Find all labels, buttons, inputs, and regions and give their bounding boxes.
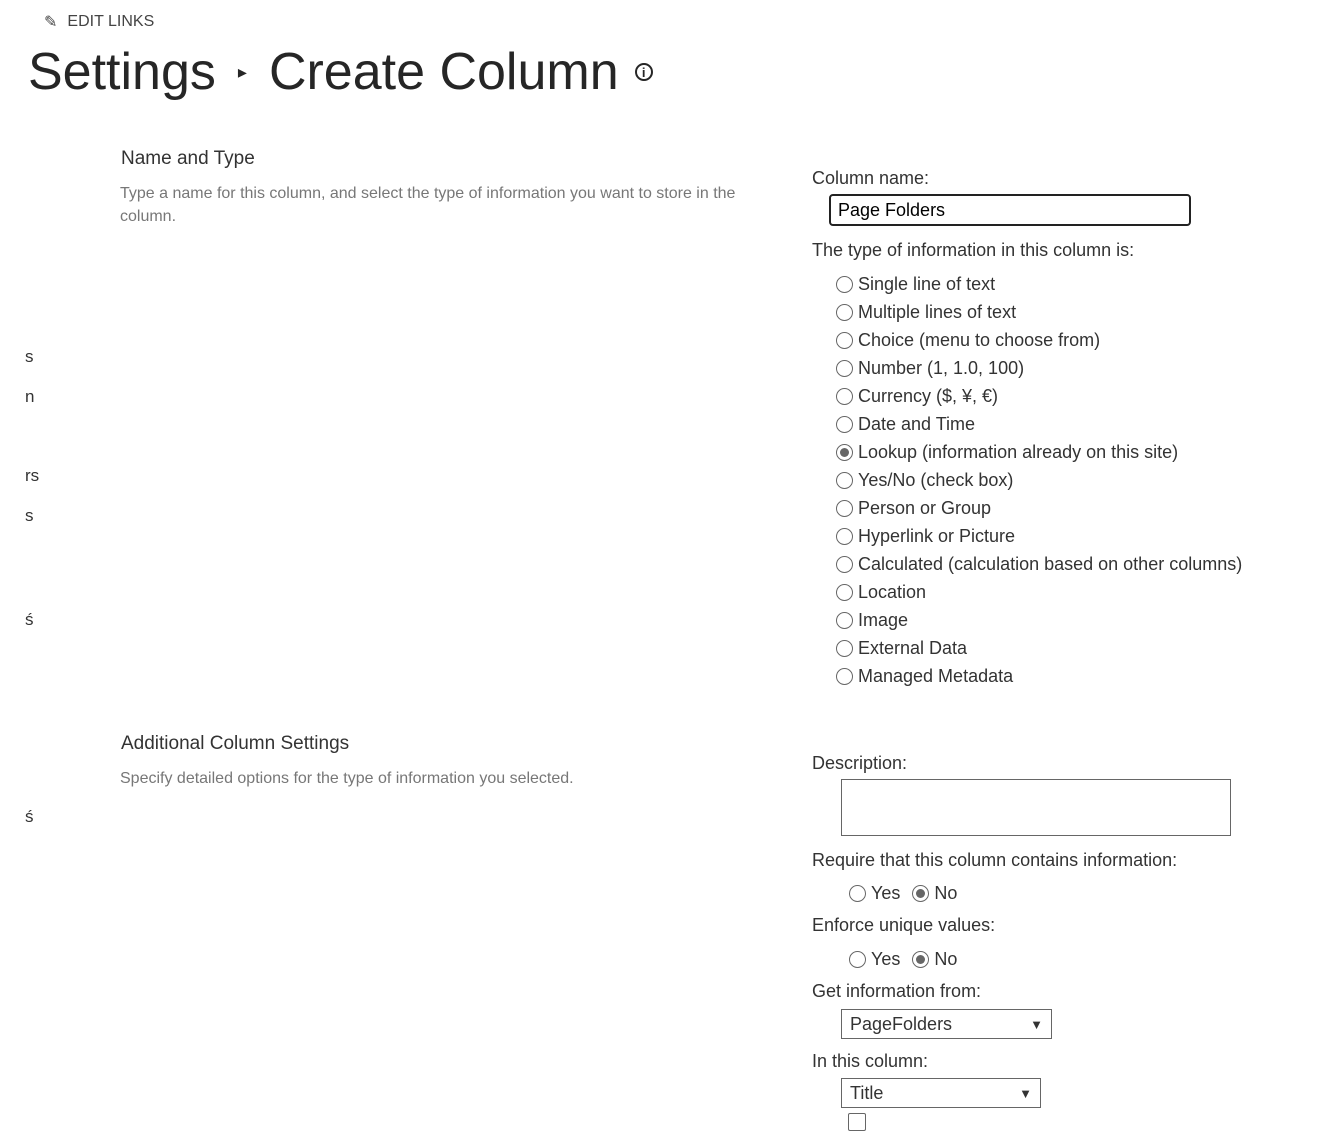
in-column-label: In this column: [812, 1051, 929, 1071]
radio-label: Hyperlink or Picture [858, 525, 1016, 546]
radio-label: Number (1, 1.0, 100) [858, 357, 1025, 378]
nav-item[interactable]: ś [25, 807, 34, 826]
column-type-radio[interactable] [836, 550, 1242, 578]
radio-button[interactable] [836, 276, 853, 293]
description-label: Description: [812, 753, 908, 773]
radio-label: Date and Time [858, 413, 976, 434]
description-textarea[interactable] [841, 779, 1231, 836]
radio-label: External Data [858, 637, 968, 658]
column-type-radio[interactable] [836, 522, 1242, 550]
type-label: The type of information in this column is: [812, 240, 1135, 260]
radio-label: Location [858, 581, 927, 602]
radio-button[interactable] [836, 472, 853, 489]
nav-item[interactable]: s [25, 347, 34, 366]
radio-label: Yes/No (check box) [858, 469, 1014, 490]
radio-button[interactable] [836, 388, 853, 405]
radio-label: Single line of text [858, 273, 996, 294]
column-type-radio[interactable] [836, 662, 1242, 690]
column-type-radio[interactable] [836, 438, 1242, 466]
radio-label: Person or Group [858, 497, 992, 518]
breadcrumb-arrow-icon: ▸ [237, 61, 247, 82]
radio-label: Lookup (information already on this site) [858, 441, 1179, 462]
nav-item[interactable]: s [25, 506, 34, 525]
radio-button[interactable] [836, 528, 853, 545]
unique-label: Enforce unique values: [812, 915, 996, 935]
radio-label: Yes [871, 882, 901, 903]
radio-button[interactable] [836, 416, 853, 433]
nav-item[interactable]: n [25, 387, 35, 406]
page-title [28, 42, 653, 102]
section-heading-additional: Additional Column Settings [121, 733, 350, 754]
radio-label: Calculated (calculation based on other columns) [858, 553, 1243, 574]
in-column-select[interactable] [841, 1078, 1041, 1108]
radio-label: Currency ($, ¥, €) [858, 385, 999, 406]
breadcrumb-settings-link[interactable]: Settings [28, 43, 216, 101]
get-info-label: Get information from: [812, 981, 982, 1001]
column-type-radio[interactable] [836, 298, 1242, 326]
section-description: Specify detailed options for the type of information you selected. [120, 770, 574, 787]
edit-links-button[interactable]: ✎ EDIT LINKS [44, 13, 155, 31]
selected-value: PageFolders [850, 1013, 953, 1034]
radio-button[interactable] [836, 500, 853, 517]
radio-button[interactable] [836, 360, 853, 377]
nav-item[interactable]: rs [25, 466, 40, 485]
column-type-radio[interactable] [836, 634, 1242, 662]
radio-button[interactable] [836, 332, 853, 349]
column-type-radio[interactable] [836, 270, 1242, 298]
column-type-radio[interactable] [836, 410, 1242, 438]
radio-label: No [934, 882, 958, 903]
pencil-icon: ✎ [44, 14, 58, 31]
radio-button[interactable] [836, 304, 853, 321]
radio-button[interactable] [836, 556, 853, 573]
radio-button[interactable] [836, 668, 853, 685]
radio-button[interactable] [836, 612, 853, 629]
radio-label: Multiple lines of text [858, 301, 1017, 322]
section-description: Type a name for this column, and select the type of information you want to store in the column. [120, 185, 736, 225]
radio-button[interactable] [836, 640, 853, 657]
column-name-label: Column name: [812, 168, 930, 188]
section-heading-name-type: Name and Type [121, 148, 255, 169]
column-type-radio[interactable] [836, 354, 1242, 382]
radio-label: Managed Metadata [858, 665, 1014, 686]
require-label: Require that this column contains information: [812, 850, 1178, 870]
chevron-down-icon: ▼ [1030, 1016, 1043, 1032]
info-icon[interactable]: i [635, 63, 653, 81]
radio-label: Yes [871, 948, 901, 969]
column-type-radio[interactable] [836, 326, 1242, 354]
column-name-input[interactable] [829, 194, 1191, 226]
unique-no-radio[interactable] [912, 945, 957, 973]
nav-item[interactable]: ś [25, 610, 34, 629]
require-yes-radio[interactable] [849, 879, 900, 907]
unique-yes-radio[interactable] [849, 945, 900, 973]
column-type-radio[interactable] [836, 382, 1242, 410]
column-type-radio[interactable] [836, 606, 1242, 634]
breadcrumb-current: Create Column [268, 43, 619, 101]
column-type-radio-group [836, 270, 1242, 690]
selected-value: Title [850, 1082, 884, 1103]
radio-label: Choice (menu to choose from) [858, 329, 1101, 350]
radio-button[interactable] [836, 584, 853, 601]
column-type-radio[interactable] [836, 494, 1242, 522]
radio-button[interactable] [836, 444, 853, 461]
column-type-radio[interactable] [836, 466, 1242, 494]
checkbox[interactable] [848, 1113, 866, 1131]
column-type-radio[interactable] [836, 578, 1242, 606]
chevron-down-icon: ▼ [1019, 1085, 1032, 1101]
require-no-radio[interactable] [912, 879, 957, 907]
get-info-select[interactable] [841, 1009, 1052, 1039]
radio-label: No [934, 948, 958, 969]
radio-label: Image [858, 609, 909, 630]
